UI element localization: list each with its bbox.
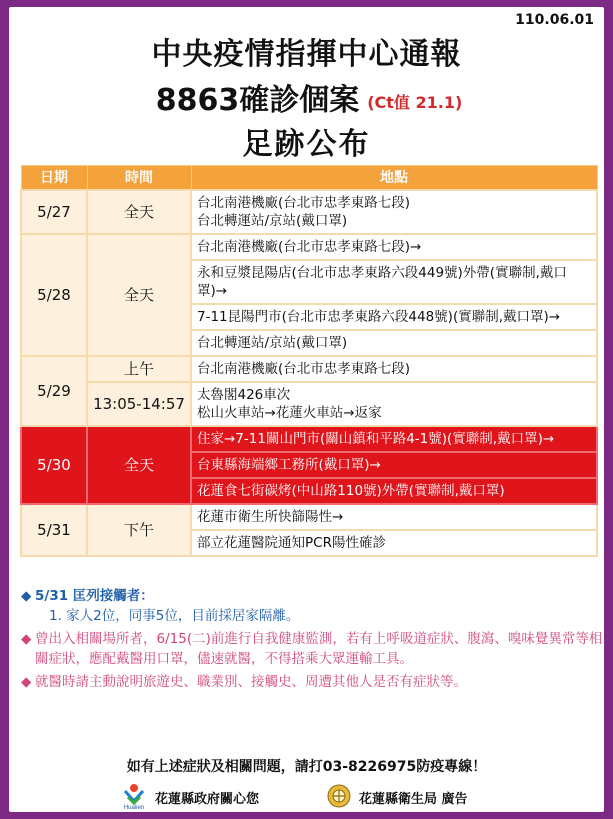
row-date: 5/27 (21, 190, 87, 234)
contacts-title (21, 586, 603, 606)
footer (9, 782, 604, 810)
diamond-bullet-icon: ◆ (21, 674, 32, 690)
footprint-table (20, 165, 598, 557)
row-date: 5/30 (21, 426, 87, 504)
hotline-text: 如有上述症狀及相關問題，請打03-8226975防疫專線！ (126, 759, 487, 775)
diamond-bullet-icon: ◆ (21, 631, 32, 647)
row-place: 花蓮食七街碳烤(中山路110號)外帶(實聯制,戴口罩) (191, 478, 597, 504)
row-time: 全天 (87, 426, 191, 504)
row-time: 13:05-14:57 (87, 382, 191, 426)
title-line-2 (39, 75, 579, 119)
health-bureau: 花蓮縣衛生局 廣告 (359, 792, 468, 807)
health-bureau-logo (327, 784, 351, 808)
header-place: 地點 (191, 166, 597, 190)
row-place: 部立花蓮醫院通知PCR陽性確診 (191, 530, 597, 556)
announcement-card (9, 7, 604, 812)
title-line-1: 中央疫情指揮中心通報 (151, 37, 462, 72)
row-place: 7-11昆陽門市(台北市忠孝東路六段448號)(實聯制,戴口罩)→ (191, 304, 597, 330)
county-government: 花蓮縣政府關心您 (155, 792, 260, 807)
medical-note (21, 672, 603, 692)
table-row (21, 190, 597, 234)
row-time: 下午 (87, 504, 191, 556)
date-stamp: 110.06.01 (515, 12, 594, 28)
hualien-county-logo (119, 782, 149, 810)
medical-note-text: 就醫時請主動說明旅遊史、職業別、接觸史、周遭其他人是否有症狀等。 (35, 674, 467, 690)
notes-section (21, 586, 603, 692)
row-place: 住家→7-11關山門市(關山鎮和平路4-1號)(實聯制,戴口罩)→ (191, 426, 597, 452)
table-row (21, 382, 597, 426)
ct-value: (Ct值 21.1) (367, 93, 463, 112)
title-line-3: 足跡公布 (242, 127, 371, 162)
logo-text: Hualien (123, 805, 145, 810)
row-date: 5/28 (21, 234, 87, 356)
row-place: 花蓮市衛生所快篩陽性→ (191, 504, 597, 530)
table-row-highlight (21, 426, 597, 452)
header-date: 日期 (21, 166, 87, 190)
contacts-item: 1. 家人2位，同事5位，目前採居家隔離。 (49, 608, 300, 624)
row-place: 太魯閣426車次 松山火車站→花蓮火車站→返家 (191, 382, 597, 426)
health-note (21, 629, 603, 669)
contacts-title-text: 5/31 匡列接觸者： (35, 588, 154, 604)
table-row (21, 356, 597, 382)
row-date: 5/31 (21, 504, 87, 556)
row-place: 永和豆漿昆陽店(台北市忠孝東路六段449號)外帶(實聯制,戴口罩)→ (191, 260, 597, 304)
row-place: 台東縣海端鄉工務所(戴口罩)→ (191, 452, 597, 478)
row-place: 台北南港機廠(台北市忠孝東路七段)→ (191, 234, 597, 260)
health-note-text: 曾出入相關場所者，6/15(二)前進行自我健康監測，若有上呼吸道症狀、腹瀉、嗅味覺異常等相關症狀，應配戴醫用口罩，儘速就醫，不得搭乘大眾運輸工具。 (35, 631, 603, 667)
row-time: 上午 (87, 356, 191, 382)
row-place: 台北南港機廠(台北市忠孝東路七段) (191, 356, 597, 382)
row-date: 5/29 (21, 356, 87, 426)
table-row (21, 234, 597, 260)
row-time: 全天 (87, 234, 191, 356)
row-time: 全天 (87, 190, 191, 234)
table-header-row (21, 166, 597, 190)
row-place: 台北轉運站/京站(戴口罩) (191, 330, 597, 356)
header-time: 時間 (87, 166, 191, 190)
table-row (21, 504, 597, 530)
case-number: 8863確診個案 (155, 83, 360, 118)
diamond-bullet-icon: ◆ (21, 588, 32, 604)
row-place: 台北南港機廠(台北市忠孝東路七段) 台北轉運站/京站(戴口罩) (191, 190, 597, 234)
